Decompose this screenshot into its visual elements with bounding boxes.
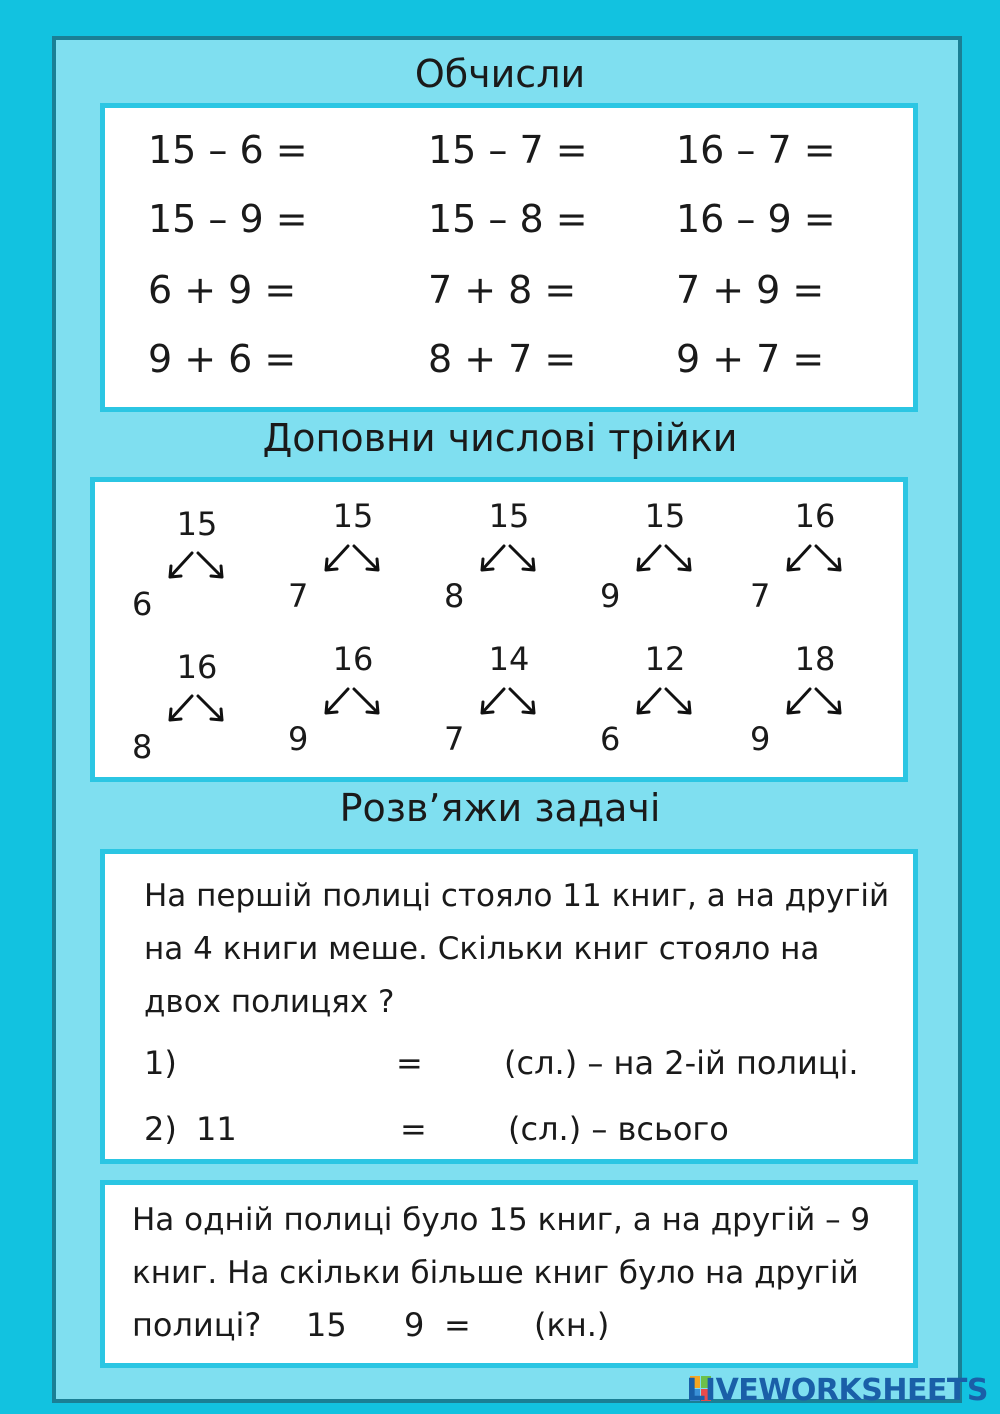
- step2-equals: =: [400, 1110, 427, 1148]
- split-arrows-icon: [610, 686, 720, 730]
- number-triple: [750, 497, 870, 625]
- number-triple: [444, 640, 564, 768]
- section-title-problems: Розв’яжи задачі: [339, 786, 661, 830]
- triple-whole: 15: [488, 497, 530, 535]
- triple-part: 9: [750, 720, 771, 758]
- equation: 15 – 6 =: [148, 128, 308, 172]
- liveworksheets-brand[interactable]: LIVEWORKSHEETS: [686, 1373, 988, 1408]
- equation: 16 – 9 =: [676, 197, 836, 241]
- number-triple: [444, 497, 564, 625]
- triple-part: 6: [600, 720, 621, 758]
- number-triple: [750, 640, 870, 768]
- split-arrows-icon: [298, 686, 408, 730]
- problem1-line: двох полицях ?: [144, 984, 395, 1020]
- triple-part: 8: [444, 577, 465, 615]
- problem2-value-b: 9: [404, 1306, 425, 1344]
- section-title-triples: Доповни числові трійки: [262, 416, 738, 460]
- problem2-value-a: 15: [306, 1306, 347, 1344]
- number-triple: [132, 505, 252, 625]
- split-arrows-icon: [610, 543, 720, 587]
- split-arrows-icon: [760, 686, 870, 730]
- equation: 15 – 9 =: [148, 197, 308, 241]
- step1-equals: =: [396, 1044, 423, 1082]
- triple-whole: 16: [332, 640, 374, 678]
- triple-whole: 15: [332, 497, 374, 535]
- triple-part: 7: [750, 577, 771, 615]
- split-arrows-icon: [454, 543, 564, 587]
- triple-part: 9: [600, 577, 621, 615]
- step2-number: 2): [144, 1110, 177, 1148]
- problem2-unit: (кн.): [534, 1306, 610, 1344]
- step2-start: 11: [196, 1110, 237, 1148]
- step1-answer-label: (сл.) – на 2-ій полиці.: [504, 1044, 859, 1082]
- triple-part: 7: [288, 577, 309, 615]
- number-triple: [600, 497, 720, 625]
- problem2-equals: =: [444, 1306, 471, 1344]
- equation: 16 – 7 =: [676, 128, 836, 172]
- triple-whole: 15: [176, 505, 218, 543]
- equation: 7 + 9 =: [676, 268, 825, 312]
- triple-whole: 14: [488, 640, 530, 678]
- triple-whole: 15: [644, 497, 686, 535]
- triple-whole: 16: [794, 497, 836, 535]
- problem1-line: на 4 книги меше. Скільки книг стояло на: [144, 931, 820, 967]
- triple-part: 6: [132, 585, 153, 623]
- triple-whole: 18: [794, 640, 836, 678]
- problem1-line: На першій полиці стояло 11 книг, а на другій: [144, 878, 890, 914]
- triple-part: 8: [132, 728, 153, 766]
- split-arrows-icon: [142, 686, 252, 730]
- equation: 9 + 6 =: [148, 337, 297, 381]
- equation: 15 – 7 =: [428, 128, 588, 172]
- problem1-text: [144, 870, 904, 1029]
- problem2-line: книг. На скільки більше книг було на другій: [132, 1255, 859, 1291]
- triple-whole: 12: [644, 640, 686, 678]
- problem2-line: На одній полиці було 15 книг, а на другій – 9: [132, 1202, 871, 1238]
- step1-number: 1): [144, 1044, 177, 1082]
- triple-part: 7: [444, 720, 465, 758]
- section-title-calculate: Обчисли: [414, 52, 586, 96]
- split-arrows-icon: [142, 543, 252, 587]
- split-arrows-icon: [760, 543, 870, 587]
- step2-answer-label: (сл.) – всього: [508, 1110, 729, 1148]
- number-triple: [288, 497, 408, 625]
- number-triple: [600, 640, 720, 768]
- problem2-prefix: полиці?: [132, 1306, 262, 1344]
- triple-part: 9: [288, 720, 309, 758]
- number-triple: [288, 640, 408, 768]
- problem2-text: [132, 1194, 912, 1300]
- triple-whole: 16: [176, 648, 218, 686]
- equation: 7 + 8 =: [428, 268, 577, 312]
- equation: 8 + 7 =: [428, 337, 577, 381]
- equation: 9 + 7 =: [676, 337, 825, 381]
- equation: 6 + 9 =: [148, 268, 297, 312]
- split-arrows-icon: [454, 686, 564, 730]
- split-arrows-icon: [298, 543, 408, 587]
- equation: 15 – 8 =: [428, 197, 588, 241]
- number-triple: [132, 648, 252, 768]
